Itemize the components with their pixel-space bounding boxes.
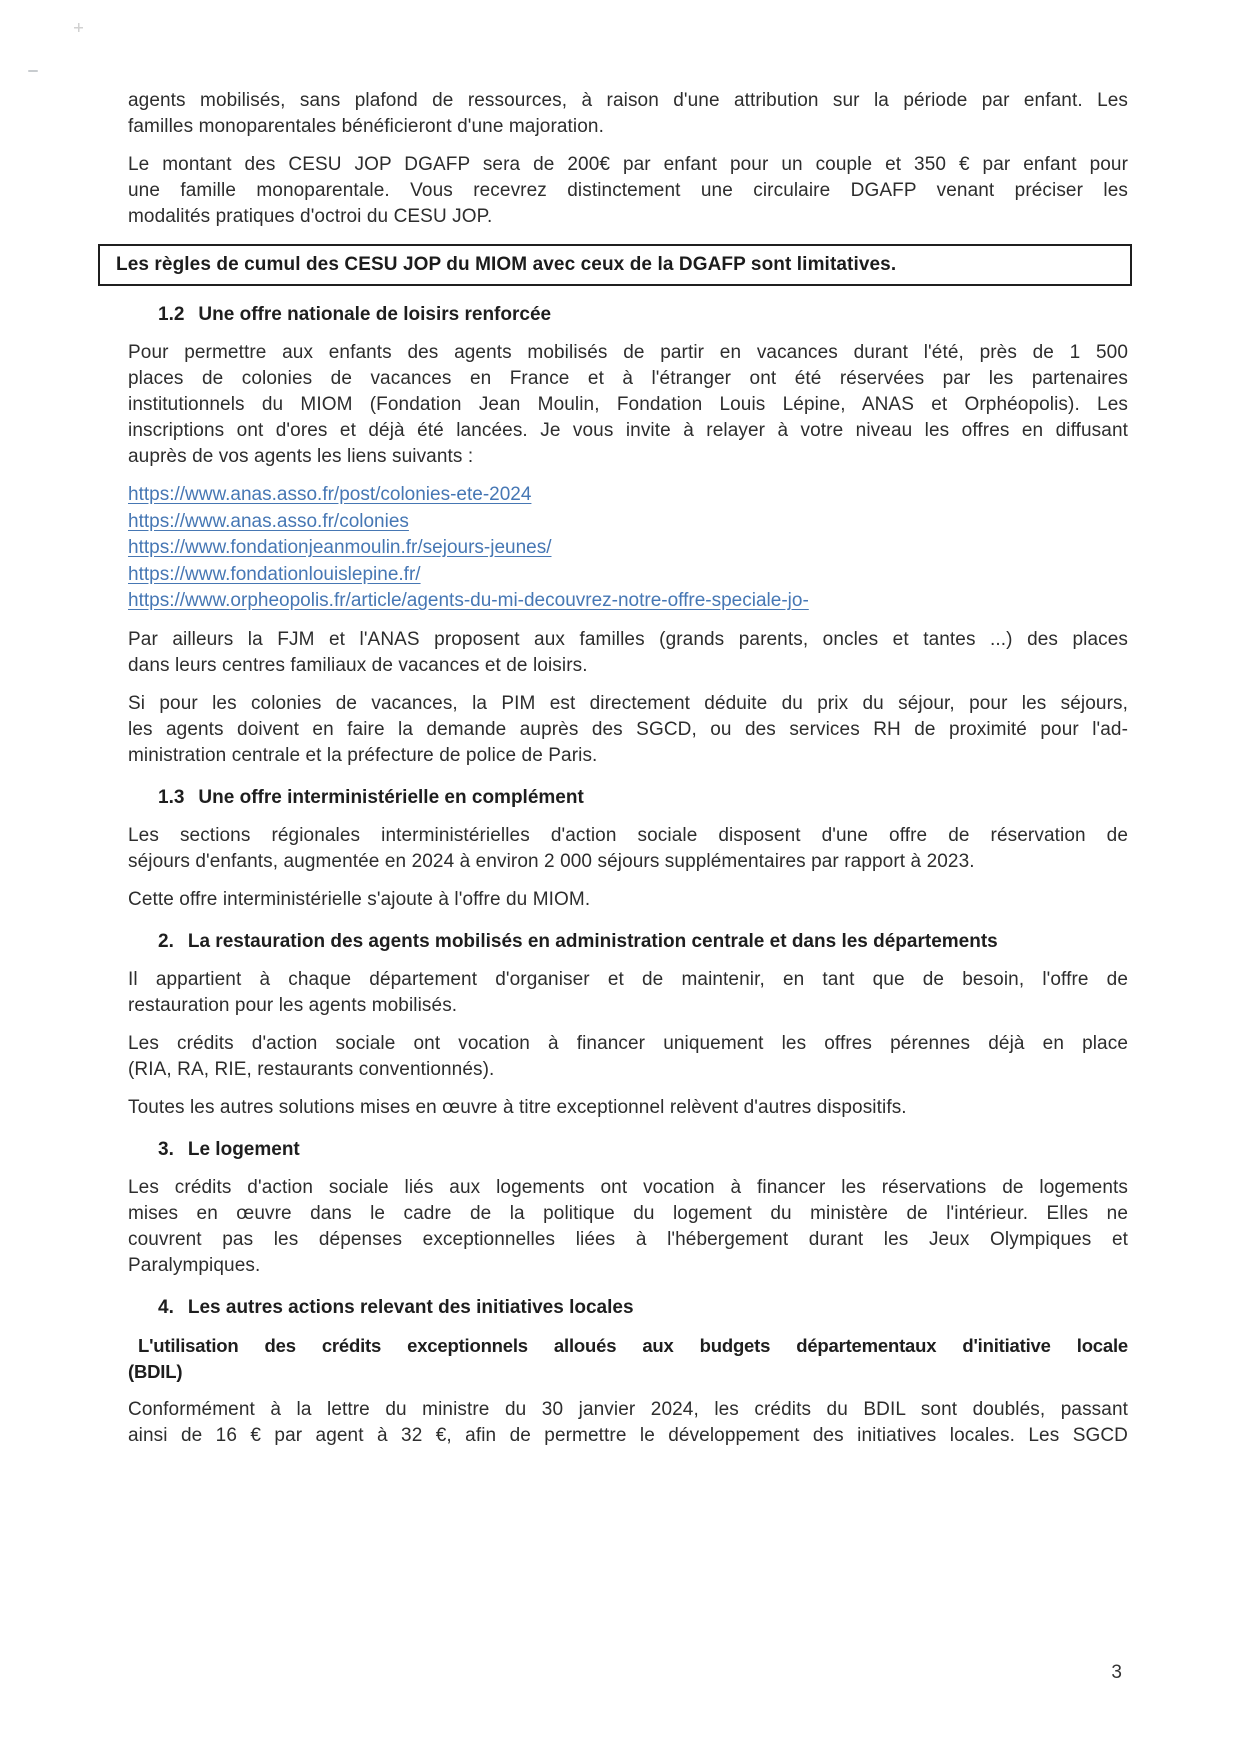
text-line: les agents doivent en faire la demande auprès des SGCD, ou des services RH de proximité pour l'ad- (128, 718, 1128, 740)
link-orpheopolis-offre-speciale-jo[interactable]: https://www.orpheopolis.fr/article/agents-du-mi-decouvrez-notre-offre-speciale-jo- (128, 590, 809, 611)
paragraph-offre-interministerielle (128, 887, 1128, 913)
text-line: institutionnels du MIOM (Fondation Jean Moulin, Fondation Louis Lépine, ANAS et Orphéopolis). Les (128, 394, 1128, 415)
text-line: Les sections régionales interministérielles d'action sociale disposent d'une offre de réservation de (128, 824, 1128, 846)
paragraph-fjm-anas-familles (128, 627, 1128, 679)
text-line: auprès de vos agents les liens suivants : (128, 446, 474, 467)
text-line: Toutes les autres solutions mises en œuvre à titre exceptionnel relèvent d'autres dispositifs. (128, 1096, 907, 1118)
text-line: mises en œuvre dans le cadre de la politique du logement du ministère de l'intérieur. Elles ne (128, 1202, 1128, 1224)
scan-artifact-plus (74, 23, 83, 32)
paragraph-bdil-title (128, 1333, 1128, 1385)
section-number: 2. (158, 930, 174, 952)
section-heading-3 (128, 1137, 1128, 1163)
text-line: Pour permettre aux enfants des agents mobilisés de partir en vacances durant l'été, près de 1 500 (128, 342, 1128, 363)
section-heading-2 (128, 929, 1128, 955)
text-line: ministration centrale et la préfecture de police de Paris. (128, 744, 598, 766)
paragraph-pim-sgcd (128, 691, 1128, 769)
text-line: Conformément à la lettre du ministre du 30 janvier 2024, les crédits du BDIL sont doublés, passant (128, 1398, 1128, 1420)
paragraph-bdil-doubles (128, 1397, 1128, 1449)
text-line: restauration pour les agents mobilisés. (128, 994, 458, 1016)
text-line: Les crédits d'action sociale ont vocation à financer uniquement les offres pérennes déjà en place (128, 1032, 1128, 1054)
text-line: (RIA, RA, RIE, restaurants conventionnés). (128, 1058, 495, 1080)
section-title: Les autres actions relevant des initiatives locales (187, 1296, 634, 1318)
paragraph-credits-action-sociale (128, 1031, 1128, 1083)
paragraph-autres-solutions (128, 1095, 1128, 1121)
document-body (116, 88, 1128, 1461)
link-anas-colonies[interactable]: https://www.anas.asso.fr/colonies (128, 510, 409, 532)
section-title: Une offre interministérielle en complément (198, 786, 584, 808)
text-line: Le montant des CESU JOP DGAFP sera de 200€ par enfant pour un couple et 350 € par enfant pour (128, 154, 1128, 175)
page-number: 3 (1111, 1662, 1122, 1683)
highlight-box-cumul-rule (98, 244, 1132, 286)
link-fondation-louis-lepine[interactable]: https://www.fondationlouislepine.fr/ (128, 563, 421, 585)
paragraph-restauration-departement (128, 967, 1128, 1019)
paragraph-sections-regionales (128, 823, 1128, 875)
paragraph-cesu-attribution (128, 88, 1128, 140)
text-line: Il appartient à chaque département d'organiser et de maintenir, en tant que de besoin, l'offre de (128, 968, 1128, 990)
text-line: modalités pratiques d'octroi du CESU JOP. (128, 206, 493, 227)
section-number: 1.2 (158, 304, 185, 325)
text-line: L'utilisation des crédits exceptionnels alloués aux budgets départementaux d'initiative locale (138, 1334, 1128, 1356)
text-line: Les crédits d'action sociale liés aux logements ont vocation à financer les réservations de logements (128, 1176, 1128, 1198)
section-number: 3. (158, 1138, 174, 1160)
text-line: (BDIL) (128, 1360, 183, 1382)
link-anas-colonies-ete-2024[interactable]: https://www.anas.asso.fr/post/colonies-ete-2024 (128, 484, 532, 505)
text-line: familles monoparentales bénéficieront d'une majoration. (128, 116, 604, 137)
text-line: Par ailleurs la FJM et l'ANAS proposent aux familles (grands parents, oncles et tantes ...) des places (128, 628, 1128, 650)
text-line: séjours d'enfants, augmentée en 2024 à environ 2 000 séjours supplémentaires par rapport à 2023. (128, 850, 975, 872)
section-heading-1-2 (128, 302, 1128, 328)
text-line: agents mobilisés, sans plafond de ressources, à raison d'une attribution sur la période par enfant. Les (128, 90, 1128, 111)
text-line: ainsi de 16 € par agent à 32 €, afin de permettre le développement des initiatives locales. Les SGCD (128, 1424, 1128, 1446)
section-title: La restauration des agents mobilisés en administration centrale et dans les départements (187, 930, 998, 952)
text-line: couvrent pas les dépenses exceptionnelles liées à l'hébergement durant les Jeux Olympiques et (128, 1228, 1128, 1250)
paragraph-logement (128, 1175, 1128, 1279)
text-line: Cette offre interministérielle s'ajoute à l'offre du MIOM. (128, 888, 591, 910)
text-line: Paralympiques. (128, 1254, 261, 1276)
highlight-box-text: Les règles de cumul des CESU JOP du MIOM avec ceux de la DGAFP sont limitatives. (116, 254, 897, 275)
link-fondation-jean-moulin-sejours-jeunes[interactable]: https://www.fondationjeanmoulin.fr/sejours-jeunes/ (128, 537, 552, 558)
scan-artifact-dash (28, 70, 38, 72)
paragraph-colonies-offre (128, 340, 1128, 470)
section-heading-4 (128, 1295, 1128, 1321)
section-number: 4. (158, 1296, 174, 1318)
text-line: Si pour les colonies de vacances, la PIM est directement déduite du prix du séjour, pour les séjours, (128, 692, 1128, 714)
text-line: dans leurs centres familiaux de vacances et de loisirs. (128, 654, 588, 676)
text-line: places de colonies de vacances en France et à l'étranger ont été réservées par les partenaires (128, 368, 1128, 389)
paragraph-cesu-montant (128, 152, 1128, 230)
text-line: une famille monoparentale. Vous recevrez distinctement une circulaire DGAFP venant préciser les (128, 180, 1128, 201)
links-list (128, 482, 1128, 615)
section-title: Une offre nationale de loisirs renforcée (198, 304, 552, 325)
text-line: inscriptions ont d'ores et déjà été lancées. Je vous invite à relayer à votre niveau les offres en diffusant (128, 420, 1128, 441)
section-title: Le logement (187, 1138, 300, 1160)
section-heading-1-3 (128, 785, 1128, 811)
section-number: 1.3 (158, 786, 185, 808)
